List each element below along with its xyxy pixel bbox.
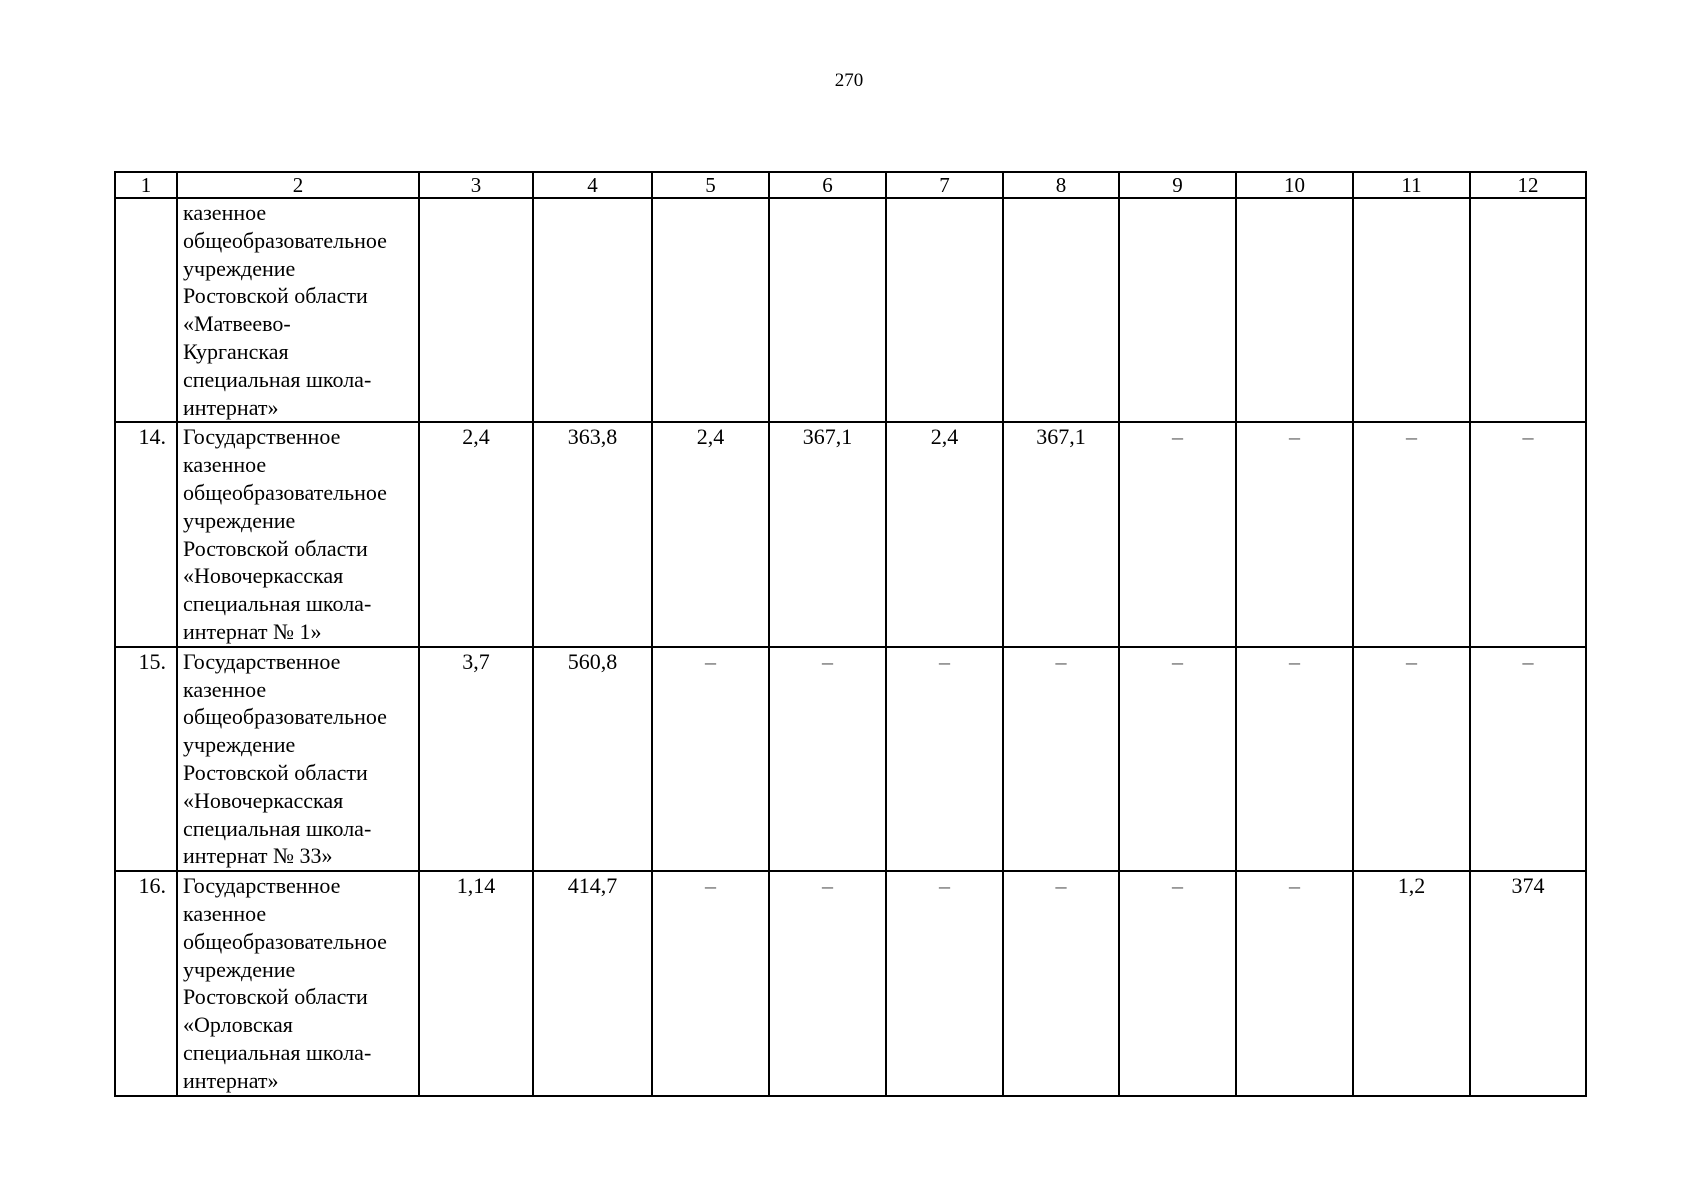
table-cell <box>1119 198 1236 422</box>
data-table <box>114 171 1587 1097</box>
table-header-row <box>115 172 1586 198</box>
column-header: 7 <box>886 172 1003 198</box>
table-cell: – <box>886 871 1003 1095</box>
column-header: 8 <box>1003 172 1119 198</box>
table-cell: – <box>1119 647 1236 871</box>
table-cell: – <box>652 871 769 1095</box>
table-cell <box>769 198 886 422</box>
table-cell <box>533 198 652 422</box>
page-number: 270 <box>834 70 864 91</box>
table-row <box>115 647 1586 871</box>
table-cell: – <box>1003 647 1119 871</box>
table-cell: – <box>1236 422 1353 646</box>
row-number <box>115 198 177 422</box>
table-cell: 1,14 <box>419 871 533 1095</box>
table-cell: – <box>886 647 1003 871</box>
institution-name: Государственное казенное общеобразовательное учреждение Ростовской области «Орловская специальная школа- интернат» <box>177 871 419 1095</box>
table-cell <box>1003 198 1119 422</box>
table-cell: – <box>1470 422 1586 646</box>
table-cell: – <box>769 871 886 1095</box>
table-cell: – <box>652 647 769 871</box>
table-cell: – <box>769 647 886 871</box>
table-cell: 414,7 <box>533 871 652 1095</box>
table-cell: 560,8 <box>533 647 652 871</box>
column-header: 9 <box>1119 172 1236 198</box>
institution-name: Государственное казенное общеобразовательное учреждение Ростовской области «Новочеркасская специальная школа- интернат № 1» <box>177 422 419 646</box>
table-row <box>115 422 1586 646</box>
table-cell <box>1353 198 1470 422</box>
table-cell: 363,8 <box>533 422 652 646</box>
table-cell <box>1470 198 1586 422</box>
table-cell <box>419 198 533 422</box>
table-row <box>115 198 1586 422</box>
table-cell <box>1236 198 1353 422</box>
institution-name: Государственное казенное общеобразовательное учреждение Ростовской области «Новочеркасская специальная школа- интернат № 33» <box>177 647 419 871</box>
column-header: 11 <box>1353 172 1470 198</box>
column-header: 4 <box>533 172 652 198</box>
table-cell: – <box>1119 871 1236 1095</box>
table-cell: – <box>1119 422 1236 646</box>
table-cell: – <box>1470 647 1586 871</box>
table-cell: 367,1 <box>1003 422 1119 646</box>
column-header: 10 <box>1236 172 1353 198</box>
table-cell: 1,2 <box>1353 871 1470 1095</box>
column-header: 1 <box>115 172 177 198</box>
column-header: 2 <box>177 172 419 198</box>
table-cell: 3,7 <box>419 647 533 871</box>
column-header: 6 <box>769 172 886 198</box>
table-cell: – <box>1003 871 1119 1095</box>
table-cell <box>652 198 769 422</box>
row-number: 16. <box>115 871 177 1095</box>
table-cell: – <box>1236 871 1353 1095</box>
table-cell: 2,4 <box>652 422 769 646</box>
table-row <box>115 871 1586 1095</box>
column-header: 12 <box>1470 172 1586 198</box>
column-header: 3 <box>419 172 533 198</box>
table-cell: 367,1 <box>769 422 886 646</box>
table-cell <box>886 198 1003 422</box>
row-number: 15. <box>115 647 177 871</box>
column-header: 5 <box>652 172 769 198</box>
table-cell: 2,4 <box>886 422 1003 646</box>
table-cell: – <box>1353 647 1470 871</box>
table-cell: – <box>1353 422 1470 646</box>
table-cell: – <box>1236 647 1353 871</box>
table-cell: 2,4 <box>419 422 533 646</box>
institution-name: казенное общеобразовательное учреждение Ростовской области «Матвеево- Курганская специальная школа- интернат» <box>177 198 419 422</box>
table-cell: 374 <box>1470 871 1586 1095</box>
row-number: 14. <box>115 422 177 646</box>
